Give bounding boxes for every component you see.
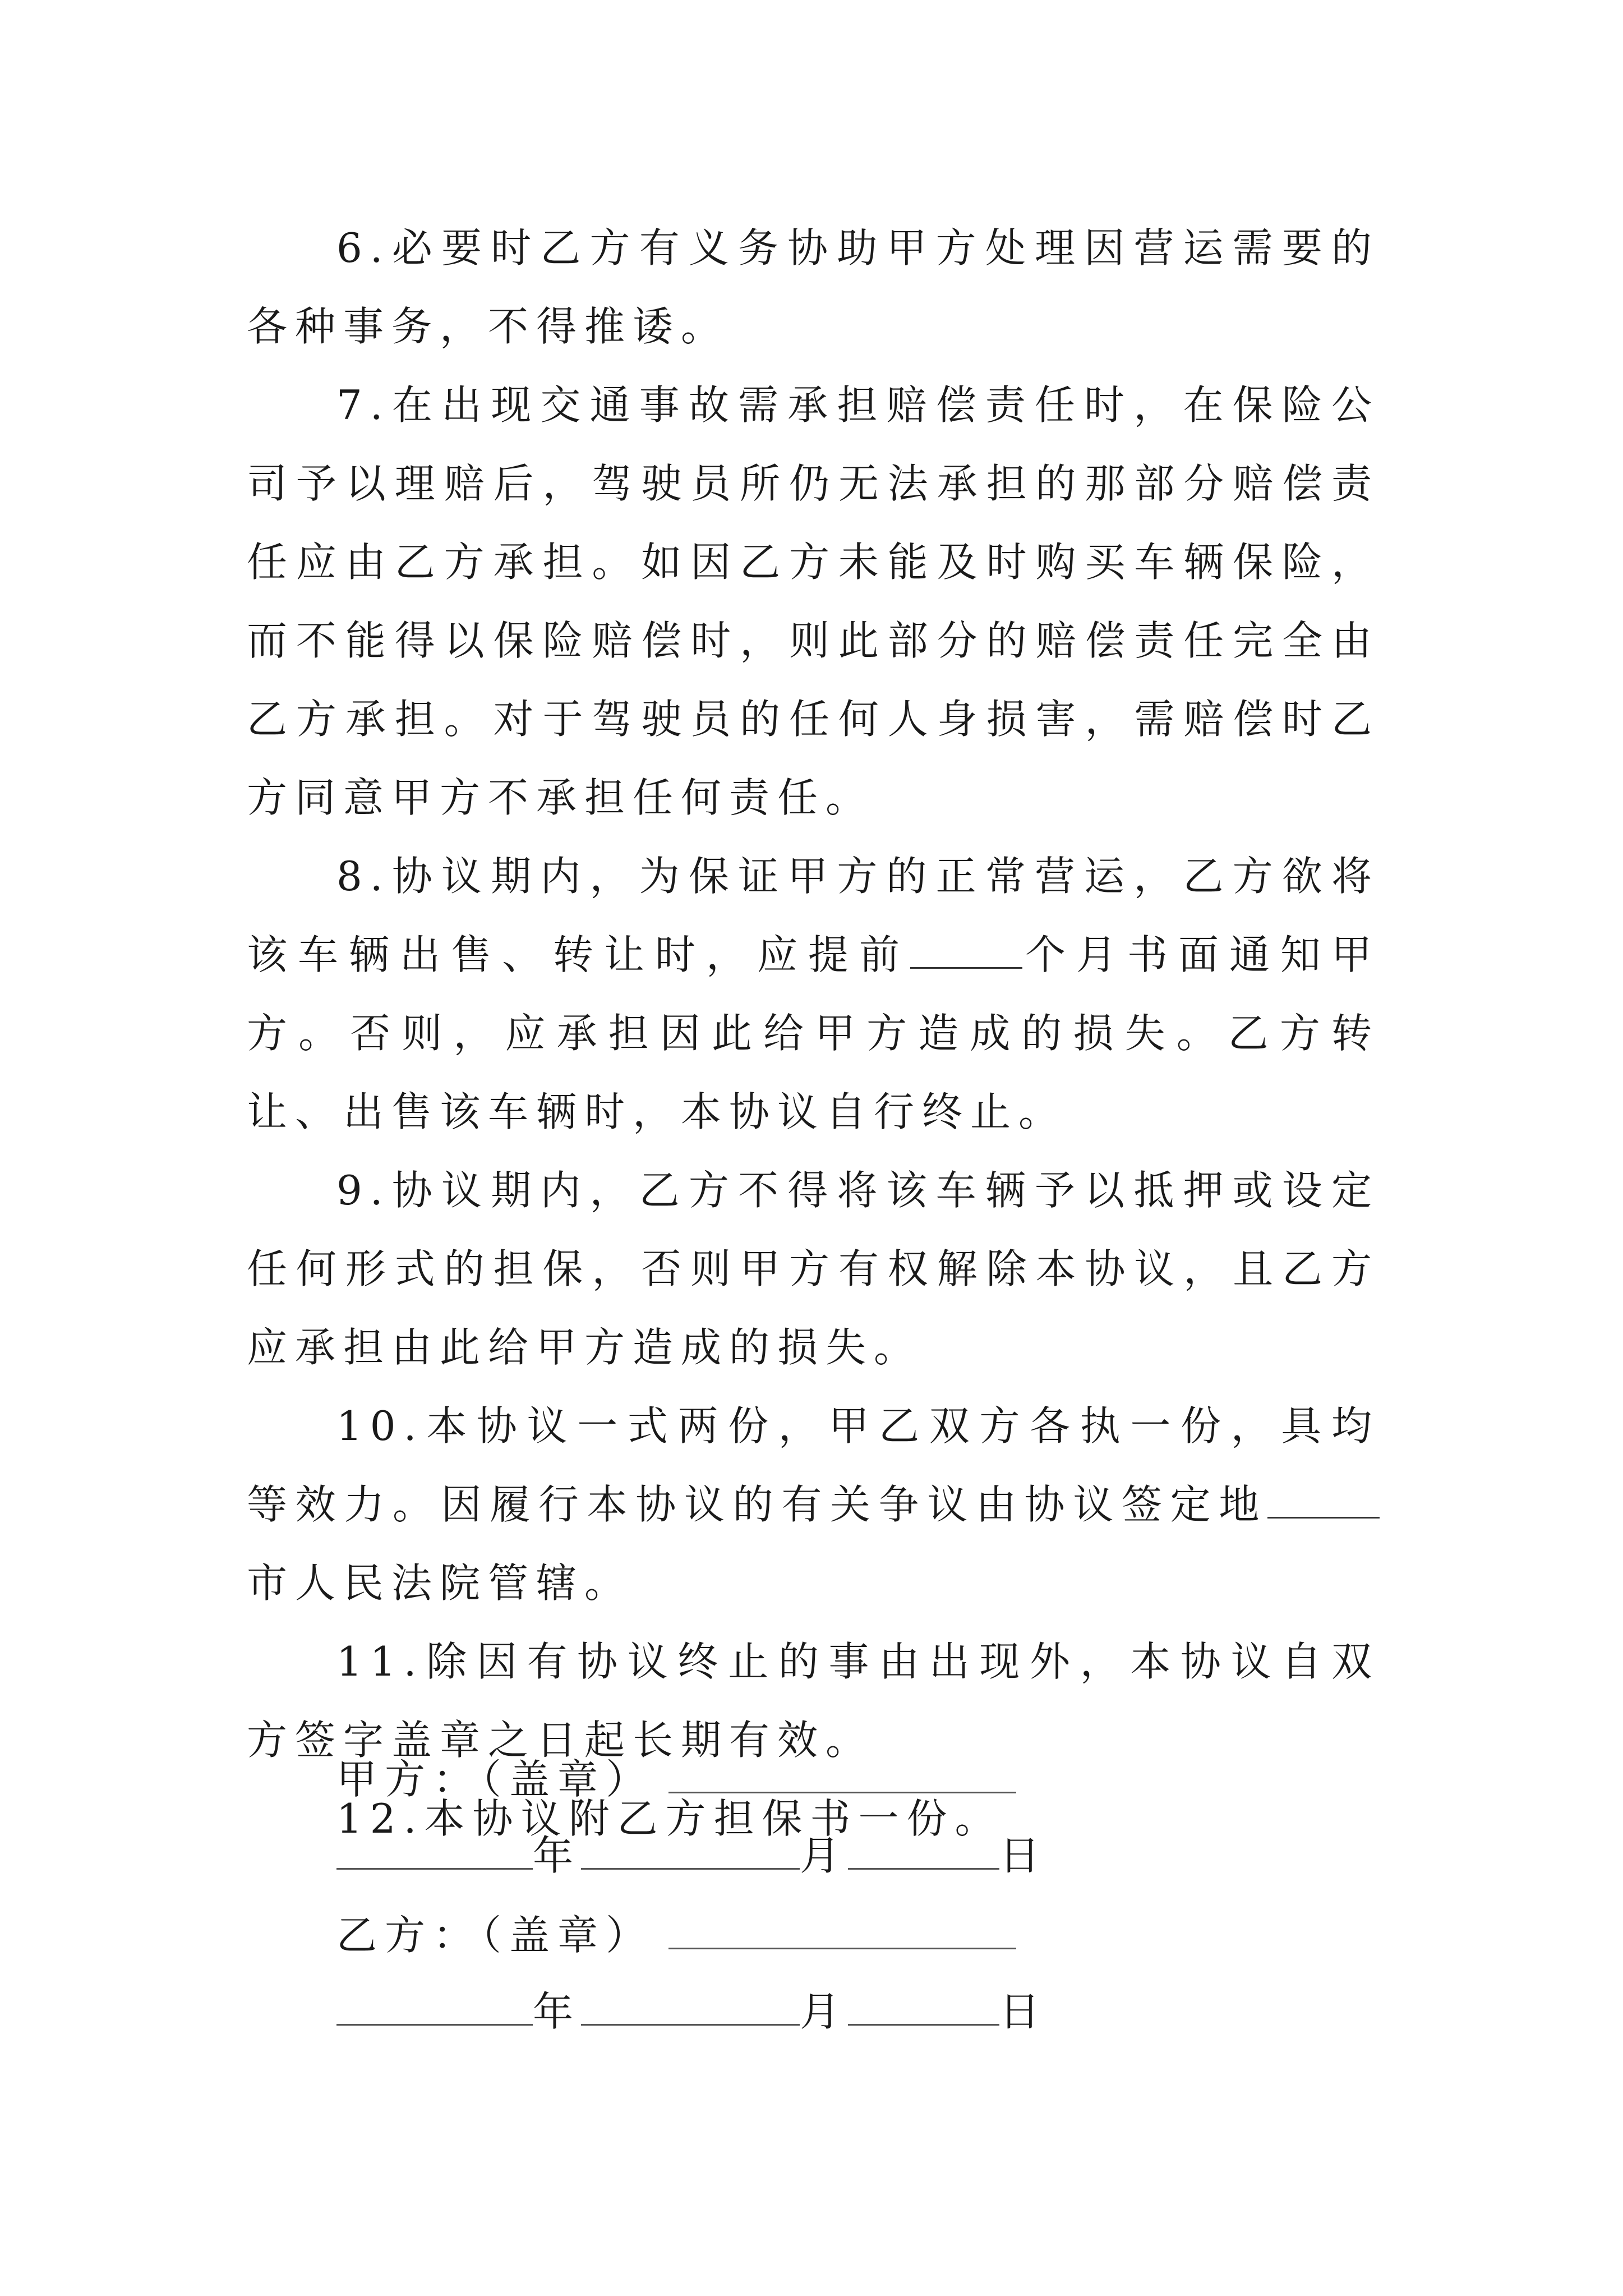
party-a-label: 甲方：（盖章） — [336, 1756, 654, 1803]
party-b-seal-blank — [668, 1907, 1016, 1949]
party-a-date-line — [336, 1828, 1048, 1884]
party-b-signature-line — [336, 1907, 1016, 1963]
clause-9 — [247, 1151, 1380, 1387]
clause-number: 11. — [336, 1638, 425, 1685]
clause-number: 6. — [336, 224, 391, 272]
clause-text: 协议期内，乙方不得将该车辆予以抵押或设定任何形式的担保，否则甲方有权解除本协议，且乙方应承担由此给甲方造成的损失。 — [247, 1167, 1380, 1371]
month-label: 月 — [800, 1832, 849, 1879]
clause-text: 本协议附乙方担保书一份。 — [424, 1795, 1003, 1842]
clause-text-continued: 个月书面通知甲方。否则，应承担因此给甲方造成的损失。乙方转让、出售该车辆时，本协议自行终止。 — [247, 931, 1380, 1135]
day-blank — [848, 1828, 999, 1870]
agreement-clauses — [247, 209, 1380, 1858]
clause-text-continued: 市人民法院管辖。 — [247, 1559, 633, 1607]
month-blank — [581, 1828, 800, 1870]
day-blank — [848, 1984, 999, 2026]
clause-10 — [247, 1387, 1380, 1622]
year-label: 年 — [533, 1832, 582, 1879]
party-b-date-line — [336, 1984, 1048, 2040]
city-blank — [1267, 1480, 1380, 1519]
party-a-seal-blank — [668, 1751, 1016, 1793]
clause-text: 在出现交通事故需承担赔偿责任时，在保险公司予以理赔后，驾驶员所仍无法承担的那部分赔偿责任应由乙方承担。如因乙方未能及时购买车辆保险，而不能得以保险赔偿时，则此部分的赔偿责任完全由乙方承担。对于驾驶员的任何人身损害，需赔偿时乙方同意甲方不承担任何责任。 — [247, 381, 1380, 821]
clause-8 — [247, 837, 1380, 1151]
party-b-label: 乙方：（盖章） — [336, 1912, 654, 1959]
year-label: 年 — [533, 1988, 582, 2035]
day-label: 日 — [999, 1988, 1048, 2035]
clause-number: 8. — [336, 853, 391, 900]
clause-number: 10. — [336, 1402, 425, 1450]
month-label: 月 — [800, 1988, 849, 2035]
clause-text: 本协议一式两份，甲乙双方各执一份，具均等效力。因履行本协议的有关争议由协议签定地 — [247, 1402, 1380, 1528]
clause-text: 除因有协议终止的事由出现外，本协议自双方签字盖章之日起长期有效。 — [247, 1638, 1380, 1764]
clause-6 — [247, 209, 1380, 366]
clause-text: 协议期内，为保证甲方的正常营运，乙方欲将该车辆出售、转让时，应提前 — [247, 853, 1380, 978]
clause-number: 12. — [336, 1795, 425, 1842]
month-blank — [581, 1984, 800, 2026]
months-blank — [910, 930, 1022, 969]
clause-text: 必要时乙方有义务协助甲方处理因营运需要的各种事务，不得推诿。 — [247, 224, 1380, 350]
clause-number: 7. — [336, 381, 391, 429]
clause-number: 9. — [336, 1167, 391, 1214]
party-a-signature-line — [336, 1751, 1016, 1807]
year-blank — [336, 1828, 533, 1870]
year-blank — [336, 1984, 533, 2026]
day-label: 日 — [999, 1832, 1048, 1879]
clause-7 — [247, 366, 1380, 837]
